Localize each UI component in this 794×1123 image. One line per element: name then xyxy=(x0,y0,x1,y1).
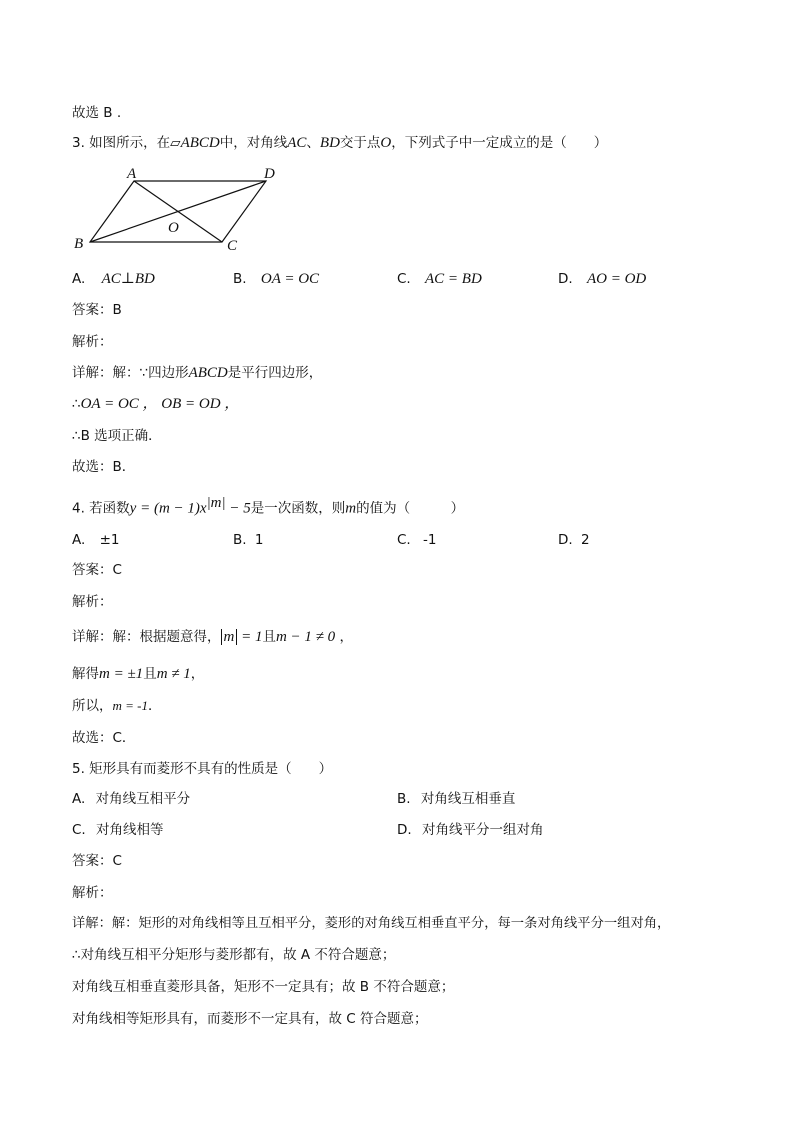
q3-stem-mid1: 中，对角线 xyxy=(219,135,288,151)
q5-option-d-text: 对角线平分一组对角 xyxy=(421,822,544,838)
q4-so-prefix: 所以， xyxy=(72,698,113,714)
q5-analysis-label: 解析： xyxy=(72,885,113,901)
q5-option-c-text: 对角线相等 xyxy=(96,822,164,838)
q3-option-a-letter: A. xyxy=(72,271,86,287)
q3-stem-suffix: ，下列式子中一定成立的是（ ） xyxy=(391,135,608,151)
q3-conclusion: 故选：B． xyxy=(72,459,136,475)
q3-answer: 答案：B xyxy=(72,302,122,318)
q3-option-b[interactable] xyxy=(233,270,319,288)
q4-detail-end: ， xyxy=(335,629,353,645)
therefore-symbol: ∴ xyxy=(72,396,81,412)
q4-solve xyxy=(72,665,204,683)
q3-stem-mid2: 、 xyxy=(306,135,320,151)
q3-detail-prefix: 详解：解：∵四边形 xyxy=(72,365,189,381)
q3-stem-mid3: 交于点 xyxy=(339,135,381,151)
q4-so-end: ． xyxy=(148,698,162,714)
q4-solve-eq2: m ≠ 1 xyxy=(156,666,191,682)
q4-function-exponent: |m| xyxy=(206,495,226,511)
q3-option-d[interactable] xyxy=(558,270,646,288)
q4-option-d-value: 2 xyxy=(580,532,590,548)
q3-stem-bd: BD xyxy=(319,135,340,151)
q4-option-b-letter: B. xyxy=(233,532,247,548)
q4-solve-and: 且 xyxy=(143,666,157,682)
vertex-label-a: A xyxy=(127,166,137,182)
q5-option-b[interactable] xyxy=(397,790,515,808)
q4-option-d-letter: D. xyxy=(558,532,573,548)
center-label-o: O xyxy=(168,220,179,236)
q4-solve-prefix: 解得 xyxy=(72,666,99,682)
q5-detail-line-1: 详解：解：矩形的对角线相等且互相平分，菱形的对角线互相垂直平分，每一条对角线平分一组对角， xyxy=(72,916,671,931)
q5-option-c-letter: C. xyxy=(72,822,86,838)
q4-stem-prefix: 4. 若函数 xyxy=(72,500,130,517)
q3-stem-o: O xyxy=(380,135,392,151)
q5-stem: 5. 矩形具有而菱形不具有的性质是（ ） xyxy=(72,761,333,777)
q3-therefore-2: ∴B 选项正确． xyxy=(72,428,162,444)
q4-option-d[interactable] xyxy=(558,531,590,549)
q3-option-c[interactable] xyxy=(397,270,482,288)
q5-option-c[interactable] xyxy=(72,821,164,839)
q4-function-a: y = (m − 1)x xyxy=(129,500,207,517)
q5-detail-line-4: 对角线相等矩形具有，而菱形不一定具有，故 C 符合题意； xyxy=(72,1011,428,1027)
q4-stem-mid: 是一次函数，则 xyxy=(250,500,346,517)
q4-option-b[interactable] xyxy=(233,531,263,549)
q4-solve-end: ， xyxy=(190,666,205,682)
q5-option-b-letter: B. xyxy=(397,791,411,807)
q5-answer: 答案：C xyxy=(72,853,122,869)
q3-option-d-expr: AO = OD xyxy=(586,271,647,287)
q5-option-a-letter: A. xyxy=(72,791,86,807)
q3-option-c-letter: C. xyxy=(397,271,411,287)
q4-answer: 答案：C xyxy=(72,562,122,578)
q4-option-c-letter: C. xyxy=(397,532,411,548)
q4-so xyxy=(72,697,162,715)
q5-option-a-text: 对角线互相平分 xyxy=(95,791,191,807)
q4-stem-m: m xyxy=(345,500,357,517)
q4-detail-prefix: 详解：解：根据题意得， xyxy=(72,629,221,645)
q4-detail-eq1: = 1 xyxy=(237,629,263,645)
q3-stem-ac: AC xyxy=(287,135,307,151)
q3-detail-suffix: 是平行四边形， xyxy=(227,365,323,381)
q4-so-expr: m = -1 xyxy=(112,698,148,713)
vertex-label-b: B xyxy=(74,236,84,252)
q3-option-c-expr: AC = BD xyxy=(425,271,482,287)
q5-option-d-letter: D. xyxy=(397,822,412,838)
q3-option-a[interactable] xyxy=(72,270,155,288)
q3-stem-abcd: ABCD xyxy=(180,135,220,151)
q3-option-d-letter: D. xyxy=(558,271,573,287)
q5-option-a[interactable] xyxy=(72,790,190,808)
q5-detail-line-3: 对角线互相垂直菱形具备，矩形不一定具有；故 B 不符合题意； xyxy=(72,979,455,995)
q4-solve-eq1: m = ±1 xyxy=(99,666,144,682)
q3-therefore-1-expr: OA = OC ， OB = OD ， xyxy=(80,396,240,412)
q4-option-b-value: 1 xyxy=(254,532,264,548)
q3-detail xyxy=(72,364,322,382)
q4-option-a-value: ±1 xyxy=(99,532,120,548)
q4-stem xyxy=(72,494,464,518)
q3-option-b-expr: OA = OC xyxy=(260,271,320,287)
q4-detail xyxy=(72,628,353,646)
q4-analysis-label: 解析： xyxy=(72,594,113,610)
q4-option-c-value: -1 xyxy=(423,532,437,548)
q3-stem xyxy=(72,134,607,152)
q3-stem-prefix: 3. 如图所示，在▱ xyxy=(72,135,181,151)
previous-conclusion: 故选 B . xyxy=(72,105,122,121)
q5-option-b-text: 对角线互相垂直 xyxy=(420,791,516,807)
q4-option-a[interactable] xyxy=(72,531,120,549)
q4-option-a-letter: A. xyxy=(72,532,86,548)
q3-detail-abcd: ABCD xyxy=(188,365,228,381)
q4-detail-eq2: m − 1 ≠ 0 xyxy=(275,629,336,645)
q3-therefore-1 xyxy=(72,395,239,413)
q3-analysis-label: 解析： xyxy=(72,334,113,350)
q4-stem-suffix: 的值为（ ） xyxy=(356,500,465,517)
q5-detail-line-2: ∴对角线互相平分矩形与菱形都有，故 A 不符合题意； xyxy=(72,947,396,963)
vertex-label-c: C xyxy=(227,238,238,254)
q4-detail-and: 且 xyxy=(262,629,276,645)
q3-option-b-letter: B. xyxy=(233,271,247,287)
vertex-label-d: D xyxy=(264,166,275,182)
q5-option-d[interactable] xyxy=(397,821,543,839)
parallelogram-figure xyxy=(70,160,290,256)
q4-detail-abs-m: m xyxy=(221,629,238,645)
q4-function-b: − 5 xyxy=(225,500,251,517)
q4-option-c[interactable] xyxy=(397,531,436,549)
q4-conclusion: 故选：C． xyxy=(72,730,136,746)
q3-option-a-expr: AC⊥BD xyxy=(101,271,155,287)
